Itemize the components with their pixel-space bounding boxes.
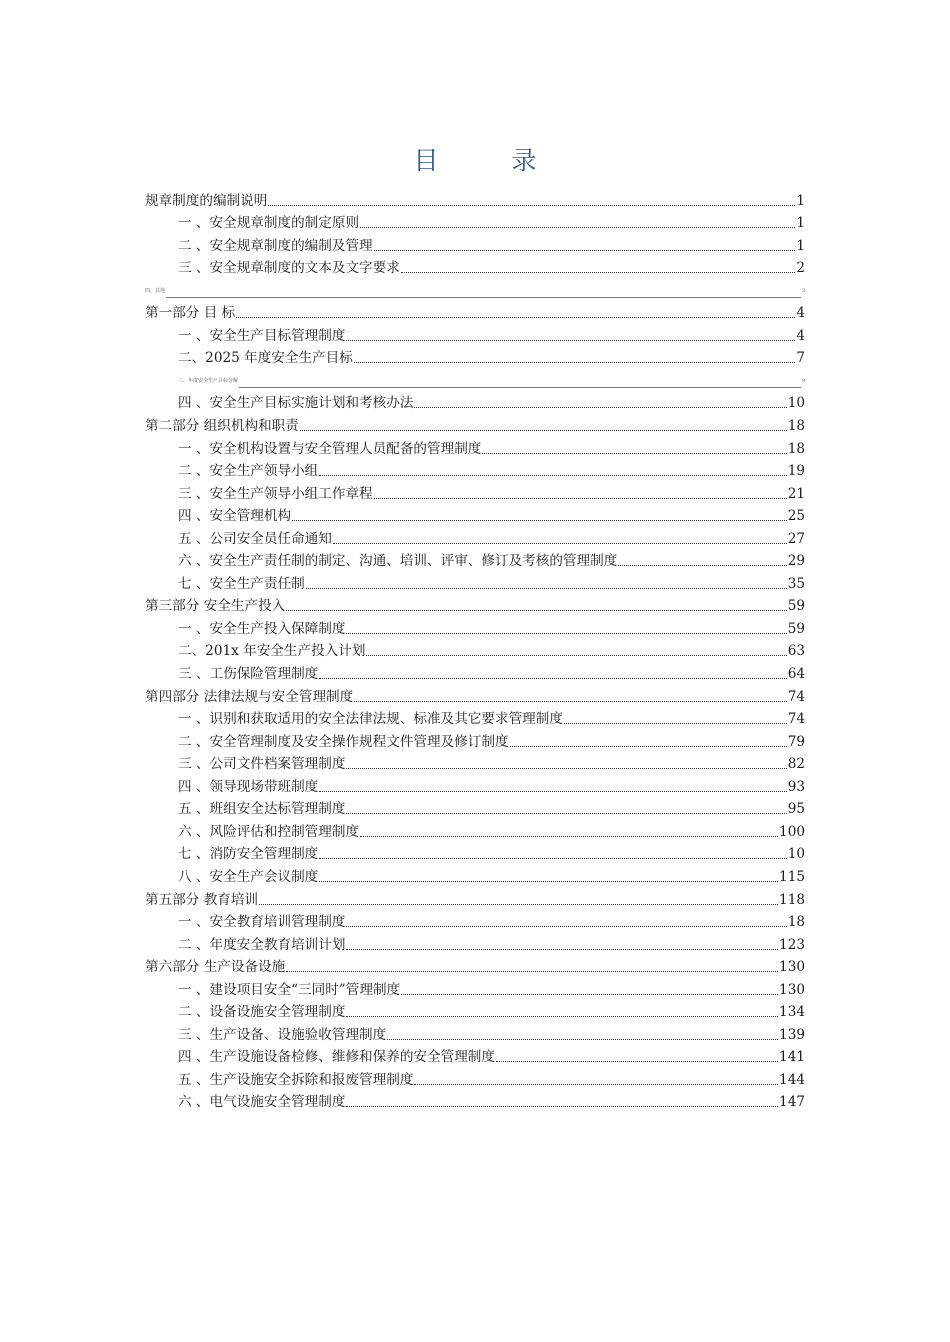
toc-entry-page-number: 59 <box>787 620 805 637</box>
dot-leader <box>166 297 801 298</box>
toc-entry-label: 五 、班组安全达标管理制度 <box>178 801 346 818</box>
toc-entry[interactable] <box>145 186 805 209</box>
dot-leader <box>374 498 787 499</box>
dot-leader <box>414 1084 778 1085</box>
toc-entry[interactable] <box>145 840 805 863</box>
toc-entry[interactable] <box>145 705 805 728</box>
dot-leader <box>259 904 778 905</box>
dot-leader <box>354 362 795 363</box>
toc-entry-page-number: 134 <box>779 1004 805 1021</box>
toc-entry-page-number: 130 <box>779 959 805 976</box>
toc-entry-label: 二、2025 年度安全生产目标 <box>178 350 353 367</box>
dot-leader <box>401 272 796 273</box>
toc-entry-label: 第一部分 目 标 <box>145 305 236 322</box>
toc-entry[interactable] <box>145 276 805 299</box>
toc-entry-label: 三 、公司文件档案管理制度 <box>178 756 346 773</box>
toc-entry-page-number: 7 <box>796 350 805 367</box>
toc-entry[interactable] <box>145 862 805 885</box>
toc-entry-page-number: 18 <box>787 440 805 457</box>
toc-entry-label: 五 、生产设施安全拆除和报废管理制度 <box>178 1071 414 1088</box>
toc-entry[interactable] <box>145 637 805 660</box>
dot-leader <box>496 1061 778 1062</box>
toc-entry-page-number: 130 <box>779 981 805 998</box>
toc-entry-label: 二 、安全规章制度的编制及管理 <box>178 237 373 254</box>
toc-entry[interactable] <box>145 1088 805 1111</box>
toc-entry[interactable] <box>145 411 805 434</box>
toc-entry[interactable] <box>145 682 805 705</box>
dot-leader <box>319 881 778 882</box>
toc-entry[interactable] <box>145 479 805 502</box>
toc-entry-page-number: 64 <box>787 666 805 683</box>
toc-entry-page-number: 74 <box>787 711 805 728</box>
toc-entry[interactable] <box>145 209 805 232</box>
toc-entry-page-number: 74 <box>787 688 805 705</box>
toc-entry[interactable] <box>145 1065 805 1088</box>
toc-entry-label: 第二部分 组织机构和职责 <box>145 418 299 435</box>
toc-entry-label: 一 、安全规章制度的制定原则 <box>178 215 360 232</box>
dot-leader <box>374 250 796 251</box>
dot-leader <box>346 949 778 950</box>
toc-entry-page-number: 79 <box>787 733 805 750</box>
toc-entry-page-number: 115 <box>779 868 805 885</box>
toc-entry[interactable] <box>145 795 805 818</box>
toc-entry[interactable] <box>145 930 805 953</box>
toc-entry[interactable] <box>145 457 805 480</box>
dot-leader <box>239 387 801 388</box>
toc-entry-label: 第五部分 教育培训 <box>145 891 259 908</box>
toc-entry[interactable] <box>145 817 805 840</box>
toc-entry-label: 一 、安全生产投入保障制度 <box>178 620 346 637</box>
toc-entry-page-number: 10 <box>787 846 805 863</box>
dot-leader <box>346 926 786 927</box>
toc-entry[interactable] <box>145 1043 805 1066</box>
toc-entry-label: 五 、公司安全员任命通知 <box>178 530 332 547</box>
toc-entry-label: 三 、工伤保险管理制度 <box>178 666 319 683</box>
toc-entry[interactable] <box>145 547 805 570</box>
toc-entry-label: 一 、安全生产目标管理制度 <box>178 327 346 344</box>
toc-entry-label: 一 、识别和获取适用的安全法律法规、标准及其它要求管理制度 <box>178 711 563 728</box>
toc-entry-label: 二 、安全管理制度及安全操作规程文件管理及修订制度 <box>178 733 509 750</box>
toc-entry-page-number: 21 <box>787 485 805 502</box>
toc-entry-label: 三 、安全生产领导小组工作章程 <box>178 485 373 502</box>
toc-entry-page-number: 4 <box>796 305 805 322</box>
dot-leader <box>346 1016 778 1017</box>
toc-entry[interactable] <box>145 953 805 976</box>
toc-entry[interactable] <box>145 885 805 908</box>
toc-entry[interactable] <box>145 366 805 389</box>
toc-entry-label: 六 、风险评估和控制管理制度 <box>178 823 360 840</box>
toc-entry-label: 四、其他 <box>145 287 166 294</box>
dot-leader <box>346 813 786 814</box>
toc-entry-label: 二 、设备设施安全管理制度 <box>178 1004 346 1021</box>
toc-entry[interactable] <box>145 502 805 525</box>
dot-leader <box>354 701 786 702</box>
toc-entry[interactable] <box>145 998 805 1021</box>
toc-entry[interactable] <box>145 299 805 322</box>
dot-leader <box>564 723 787 724</box>
dot-leader <box>268 205 795 206</box>
dot-leader <box>319 858 786 859</box>
dot-leader <box>618 565 786 566</box>
toc-entry[interactable] <box>145 750 805 773</box>
toc-entry-page-number: 18 <box>787 418 805 435</box>
dot-leader <box>414 407 786 408</box>
dot-leader <box>286 610 786 611</box>
toc-entry-page-number: 100 <box>779 823 805 840</box>
dot-leader <box>319 678 786 679</box>
toc-entry-label: 三 、生产设备、设施验收管理制度 <box>178 1026 387 1043</box>
toc-entry[interactable] <box>145 975 805 998</box>
toc-entry-page-number: 29 <box>787 553 805 570</box>
toc-entry-page-number: 59 <box>787 598 805 615</box>
toc-entry-label: 规章制度的编制说明 <box>145 192 268 209</box>
dot-leader <box>292 520 787 521</box>
toc-entry-label: 第四部分 法律法规与安全管理制度 <box>145 688 354 705</box>
toc-entry[interactable] <box>145 772 805 795</box>
toc-entry-page-number: 141 <box>779 1049 805 1066</box>
toc-entry-label: 四 、领导现场带班制度 <box>178 778 319 795</box>
dot-leader <box>346 340 795 341</box>
toc-entry-label: 四 、安全生产目标实施计划和考核办法 <box>178 395 414 412</box>
toc-entry-label: 八 、安全生产会议制度 <box>178 868 319 885</box>
toc-entry-page-number: 147 <box>779 1094 805 1111</box>
toc-entry-page-number: 63 <box>787 643 805 660</box>
toc-entry-label: 二、201x 年安全生产投入计划 <box>178 643 366 660</box>
toc-entry-label: 一 、安全教育培训管理制度 <box>178 914 346 931</box>
dot-leader <box>366 655 786 656</box>
toc-entry-page-number: 10 <box>787 395 805 412</box>
dot-leader <box>346 1106 778 1107</box>
dot-leader <box>360 836 778 837</box>
toc-entry-label: 第三部分 安全生产投入 <box>145 598 286 615</box>
dot-leader <box>306 588 787 589</box>
toc-entry[interactable] <box>145 231 805 254</box>
toc-entry-page-number: 144 <box>779 1071 805 1088</box>
toc-entry-page-number: 95 <box>787 801 805 818</box>
toc-entry[interactable] <box>145 569 805 592</box>
dot-leader <box>300 430 787 431</box>
toc-entry[interactable] <box>145 389 805 412</box>
toc-entry-label: 第六部分 生产设备设施 <box>145 959 286 976</box>
toc-entry-page-number: 139 <box>779 1026 805 1043</box>
dot-leader <box>333 543 787 544</box>
toc-entry-label: 三 、安全规章制度的文本及文字要求 <box>178 260 400 277</box>
toc-entry-page-number: 35 <box>787 575 805 592</box>
toc-entry-label: 四 、生产设施设备检修、维修和保养的安全管理制度 <box>178 1049 495 1066</box>
toc-entry-page-number: 1 <box>796 192 805 209</box>
dot-leader <box>482 453 786 454</box>
toc-entry[interactable] <box>145 321 805 344</box>
toc-entry[interactable] <box>145 908 805 931</box>
toc-entry-page-number: 18 <box>787 914 805 931</box>
dot-leader <box>510 746 787 747</box>
toc-entry-page-number: 19 <box>787 463 805 480</box>
toc-entry-label: 四 、安全管理机构 <box>178 508 292 525</box>
dot-leader <box>387 1039 778 1040</box>
toc-entry-page-number: 3 <box>801 287 805 294</box>
dot-leader <box>401 994 778 995</box>
toc-entry-page-number: 4 <box>796 327 805 344</box>
toc-entry[interactable] <box>145 1020 805 1043</box>
toc-entry[interactable] <box>145 254 805 277</box>
dot-leader <box>346 768 786 769</box>
toc-entry-label: 七 、安全生产责任制 <box>178 575 305 592</box>
table-of-contents <box>145 186 805 1110</box>
toc-entry-label: 六 、电气设施安全管理制度 <box>178 1094 346 1111</box>
toc-entry[interactable] <box>145 659 805 682</box>
toc-entry-label: 二 、年度安全教育培训计划 <box>178 936 346 953</box>
toc-entry[interactable] <box>145 614 805 637</box>
toc-entry-label: 一 、安全机构设置与安全管理人员配备的管理制度 <box>178 440 482 457</box>
toc-entry-label: 三、年度安全生产目标分解 <box>178 377 239 384</box>
dot-leader <box>286 971 778 972</box>
toc-entry-label: 六 、安全生产责任制的制定、沟通、培训、评审、修订及考核的管理制度 <box>178 553 618 570</box>
toc-entry-page-number: 1 <box>796 215 805 232</box>
toc-entry[interactable] <box>145 344 805 367</box>
toc-entry-page-number: 25 <box>787 508 805 525</box>
toc-title: 目 录 <box>413 145 561 175</box>
toc-entry[interactable] <box>145 434 805 457</box>
dot-leader <box>319 475 786 476</box>
toc-entry-page-number: 1 <box>796 237 805 254</box>
toc-entry-label: 二 、安全生产领导小组 <box>178 463 319 480</box>
toc-entry-page-number: 9 <box>801 377 805 384</box>
toc-entry-page-number: 118 <box>779 891 805 908</box>
toc-entry-label: 七 、消防安全管理制度 <box>178 846 319 863</box>
toc-entry-page-number: 123 <box>779 936 805 953</box>
toc-entry[interactable] <box>145 727 805 750</box>
toc-entry-page-number: 2 <box>796 260 805 277</box>
toc-entry[interactable] <box>145 592 805 615</box>
dot-leader <box>346 633 786 634</box>
toc-entry-page-number: 82 <box>787 756 805 773</box>
dot-leader <box>360 227 795 228</box>
toc-entry-label: 一 、建设项目安全“三同时”管理制度 <box>178 981 401 998</box>
toc-entry[interactable] <box>145 524 805 547</box>
dot-leader <box>319 791 786 792</box>
toc-entry-page-number: 93 <box>787 778 805 795</box>
dot-leader <box>236 317 795 318</box>
toc-entry-page-number: 27 <box>787 530 805 547</box>
